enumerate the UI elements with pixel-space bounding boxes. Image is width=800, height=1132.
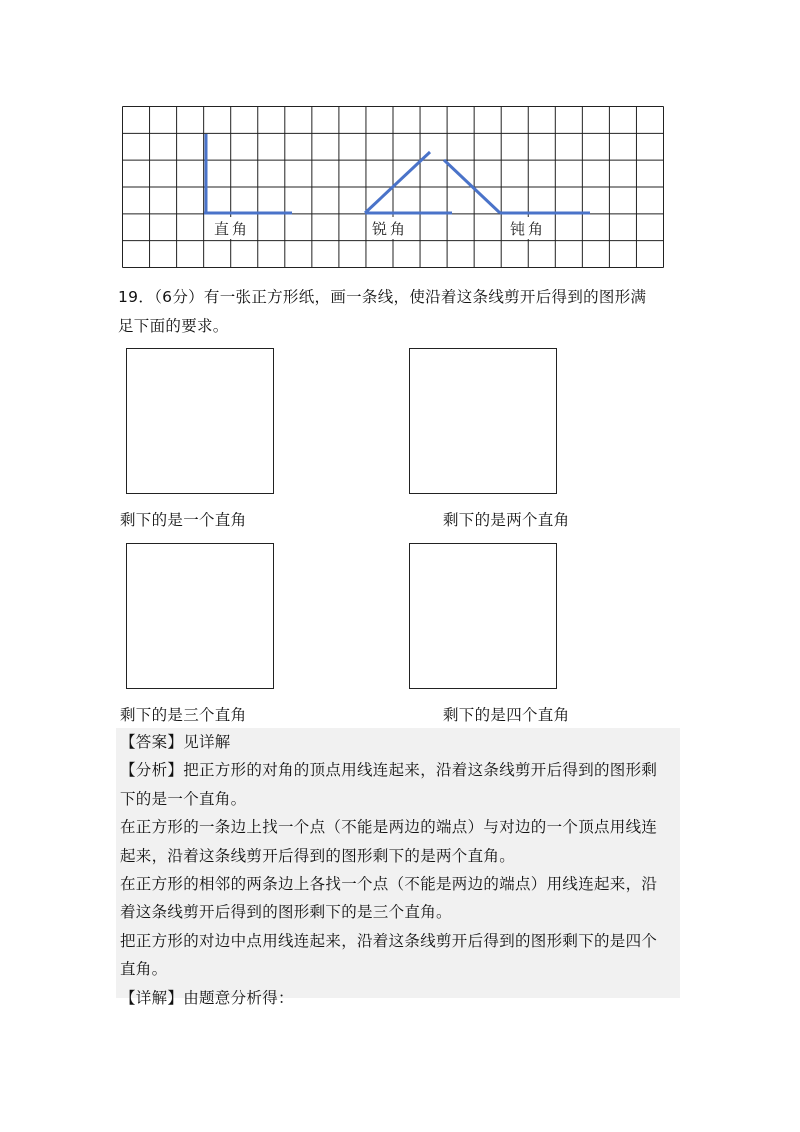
right-angle-label: 直角 xyxy=(214,220,251,238)
square-one-right-angle[interactable] xyxy=(126,348,274,494)
caption-three-right-angles: 剩下的是三个直角 xyxy=(120,706,247,724)
question-line-2: 足下面的要求。 xyxy=(118,317,229,335)
square-four-right-angles[interactable] xyxy=(409,543,557,689)
square-three-right-angles[interactable] xyxy=(126,543,274,689)
question-line-1: 19．（6分）有一张正方形纸，画一条线，使沿着这条线剪开后得到的图形满 xyxy=(118,288,647,306)
analysis-line: 在正方形的相邻的两条边上各找一个点（不能是两边的端点）用线连起来，沿 xyxy=(120,875,658,894)
caption-four-right-angles: 剩下的是四个直角 xyxy=(443,706,570,724)
analysis-line: 下的是一个直角。 xyxy=(120,789,247,808)
analysis-line: 直角。 xyxy=(120,960,168,979)
square-two-right-angles[interactable] xyxy=(409,348,557,494)
caption-two-right-angles: 剩下的是两个直角 xyxy=(443,511,570,529)
analysis-line: 把正方形的对边中点用线连起来，沿着这条线剪开后得到的图形剩下的是四个 xyxy=(120,931,658,950)
caption-one-right-angle: 剩下的是一个直角 xyxy=(120,511,247,529)
acute-angle-label: 锐角 xyxy=(372,220,409,238)
answer-block xyxy=(116,728,680,1007)
question-19-text xyxy=(118,283,678,341)
analysis-line: 着这条线剪开后得到的图形剩下的是三个直角。 xyxy=(120,903,452,922)
angle-grid-figure xyxy=(122,106,664,268)
detail-heading: 【详解】由题意分析得： xyxy=(120,988,294,1007)
analysis-line: 【分析】把正方形的对角的顶点用线连起来，沿着这条线剪开后得到的图形剩 xyxy=(120,761,658,780)
angle-grid-svg xyxy=(122,106,664,268)
analysis-line: 起来，沿着这条线剪开后得到的图形剩下的是两个直角。 xyxy=(120,846,516,865)
obtuse-angle-label: 钝角 xyxy=(510,220,547,238)
answer-heading: 【答案】见详解 xyxy=(120,733,231,751)
analysis-line: 在正方形的一条边上找一个点（不能是两边的端点）与对边的一个顶点用线连 xyxy=(120,818,658,837)
